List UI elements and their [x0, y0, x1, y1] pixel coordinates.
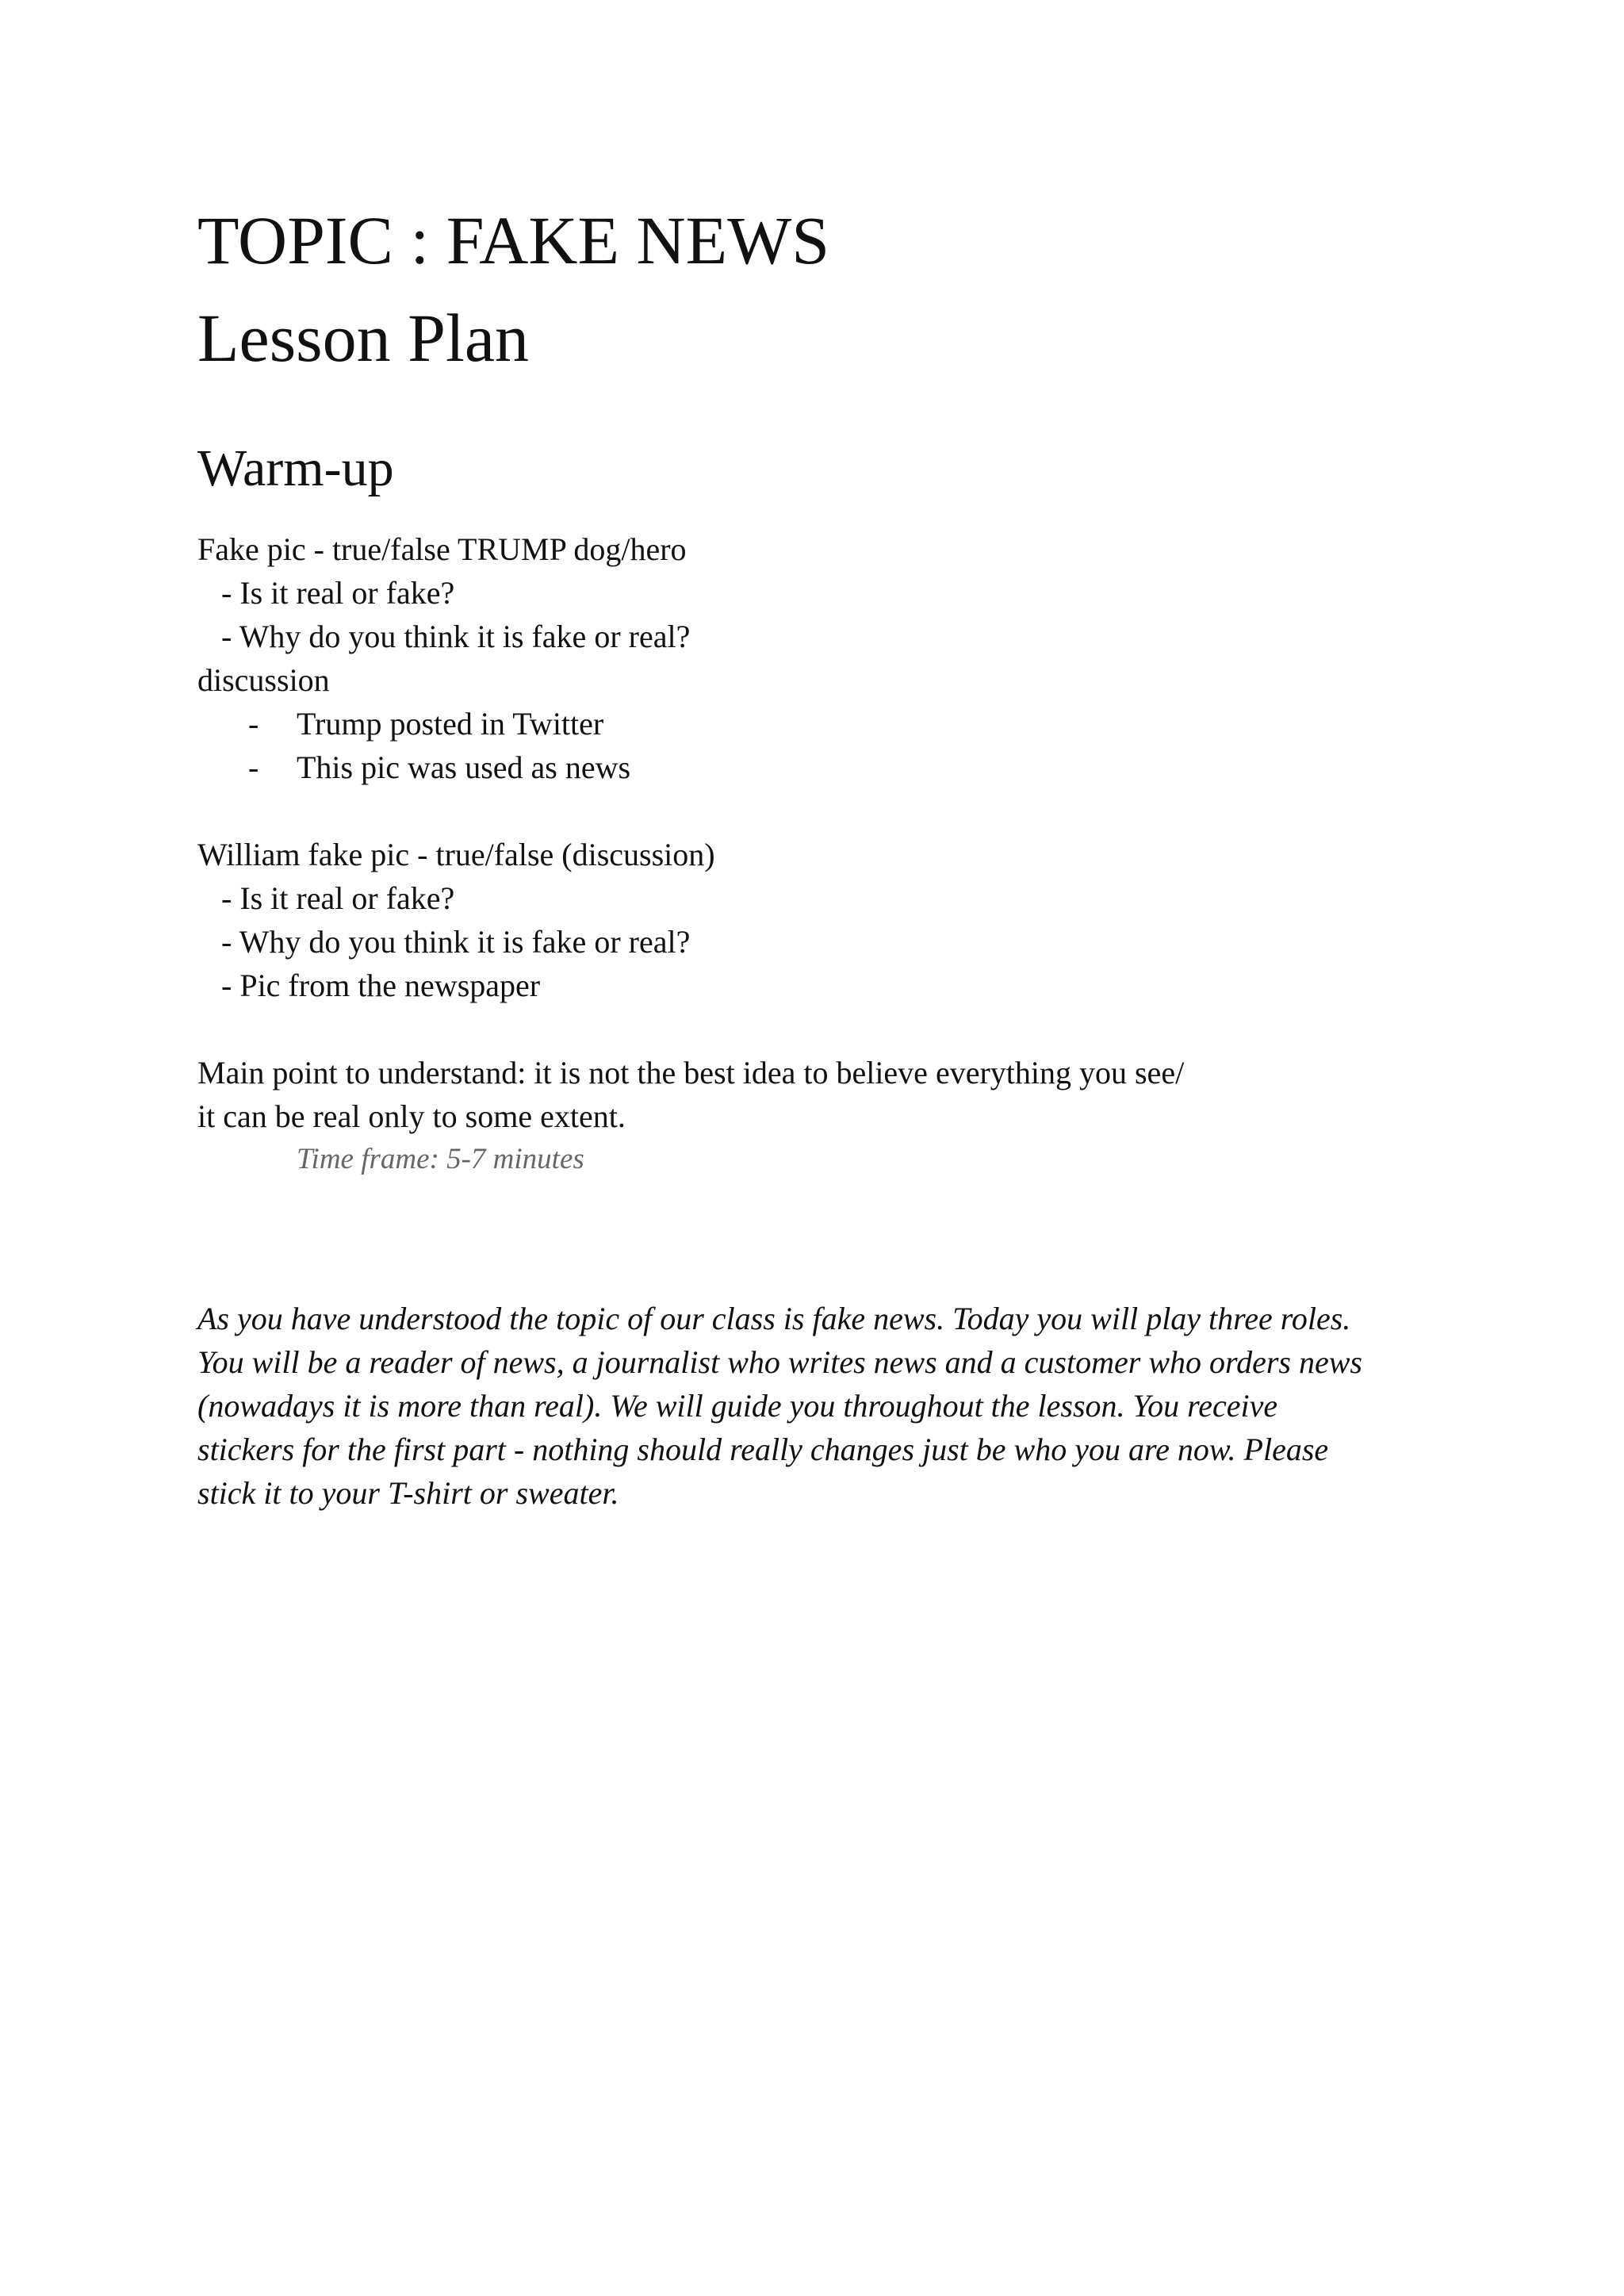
bullet-item: This pic was used as news	[297, 749, 631, 785]
intro-paragraph-line: As you have understood the topic of our class is fake news. Today you will play three roles.	[197, 1301, 1351, 1336]
bullet-marker: -	[248, 706, 259, 742]
bullet-item: Trump posted in Twitter	[297, 706, 604, 742]
time-frame-note: Time frame: 5-7 minutes	[297, 1143, 584, 1175]
bullet-marker: -	[248, 749, 259, 785]
activity-title: William fake pic - true/false (discussion)	[197, 837, 715, 872]
intro-paragraph-line: stick it to your T-shirt or sweater.	[197, 1475, 619, 1511]
intro-paragraph-line: You will be a reader of news, a journalist who writes news and a customer who orders news	[197, 1344, 1362, 1380]
discussion-label: discussion	[197, 662, 330, 698]
question-item: - Why do you think it is fake or real?	[221, 619, 691, 654]
document-subtitle: Lesson Plan	[197, 300, 530, 376]
section-heading-warmup: Warm-up	[197, 439, 394, 497]
question-item: - Why do you think it is fake or real?	[221, 924, 691, 960]
document-title: TOPIC : FAKE NEWS	[197, 202, 830, 278]
intro-paragraph-line: (nowadays it is more than real). We will guide you throughout the lesson. You receive	[197, 1388, 1278, 1424]
activity-title: Fake pic - true/false TRUMP dog/hero	[197, 531, 687, 567]
main-point-text: it can be real only to some extent.	[197, 1098, 626, 1134]
question-item: - Pic from the newspaper	[221, 968, 541, 1003]
question-item: - Is it real or fake?	[221, 575, 455, 611]
main-point-text: Main point to understand: it is not the best idea to believe everything you see/	[197, 1055, 1185, 1091]
question-item: - Is it real or fake?	[221, 880, 455, 916]
intro-paragraph-line: stickers for the first part - nothing should really changes just be who you are now. Please	[197, 1432, 1329, 1467]
